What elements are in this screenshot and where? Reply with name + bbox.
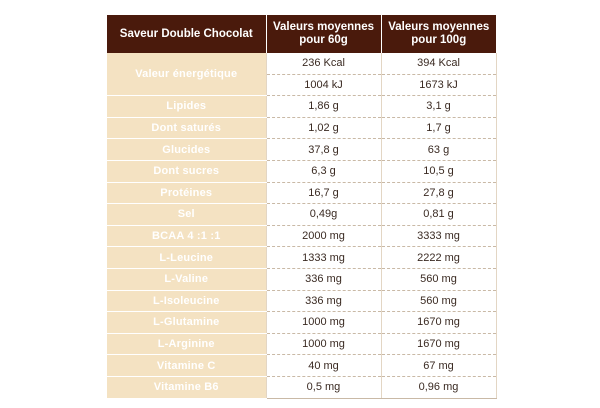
value-per-100g: 1670 mg xyxy=(381,333,496,355)
energy-kj-60g: 1004 kJ xyxy=(266,74,381,96)
table-row xyxy=(107,290,496,312)
value-per-60g: 0,49g xyxy=(266,204,381,226)
value-per-100g: 3,1 g xyxy=(381,96,496,118)
nutrient-label: Sel xyxy=(107,204,266,226)
nutrient-label: Dont sucres xyxy=(107,160,266,182)
nutrient-label: L-Glutamine xyxy=(107,312,266,334)
value-per-100g: 10,5 g xyxy=(381,160,496,182)
value-per-100g: 0,96 mg xyxy=(381,376,496,398)
table-row xyxy=(107,204,496,226)
value-per-100g: 67 mg xyxy=(381,355,496,377)
table-row xyxy=(107,268,496,290)
table-row xyxy=(107,139,496,161)
value-per-60g: 336 mg xyxy=(266,290,381,312)
table-header-row xyxy=(107,15,496,53)
nutrient-label: BCAA 4 :1 :1 xyxy=(107,225,266,247)
value-per-100g: 3333 mg xyxy=(381,225,496,247)
table-row xyxy=(107,333,496,355)
nutrient-label: L-Leucine xyxy=(107,247,266,269)
nutrition-table xyxy=(107,15,497,399)
value-per-60g: 40 mg xyxy=(266,355,381,377)
energy-kj-100g: 1673 kJ xyxy=(381,74,496,96)
table-row xyxy=(107,96,496,118)
value-per-100g: 27,8 g xyxy=(381,182,496,204)
value-per-60g: 1333 mg xyxy=(266,247,381,269)
value-per-60g: 1,02 g xyxy=(266,117,381,139)
table-row xyxy=(107,53,496,74)
table-row xyxy=(107,225,496,247)
energy-kcal-100g: 394 Kcal xyxy=(381,53,496,74)
value-per-60g: 6,3 g xyxy=(266,160,381,182)
value-per-60g: 37,8 g xyxy=(266,139,381,161)
value-per-60g: 336 mg xyxy=(266,268,381,290)
nutrient-label: Protéines xyxy=(107,182,266,204)
table-row xyxy=(107,247,496,269)
nutrient-label: Vitamine B6 xyxy=(107,376,266,398)
nutrient-label: Glucides xyxy=(107,139,266,161)
value-per-100g: 0,81 g xyxy=(381,204,496,226)
energy-label: Valeur énergétique xyxy=(107,53,266,96)
value-per-100g: 560 mg xyxy=(381,290,496,312)
value-per-100g: 1,7 g xyxy=(381,117,496,139)
table-body xyxy=(107,53,496,398)
value-per-60g: 0,5 mg xyxy=(266,376,381,398)
header-flavor: Saveur Double Chocolat xyxy=(107,15,266,53)
value-per-60g: 1000 mg xyxy=(266,333,381,355)
value-per-60g: 16,7 g xyxy=(266,182,381,204)
table-row xyxy=(107,182,496,204)
table-row xyxy=(107,160,496,182)
value-per-100g: 1670 mg xyxy=(381,312,496,334)
energy-kcal-60g: 236 Kcal xyxy=(266,53,381,74)
nutrient-label: L-Valine xyxy=(107,268,266,290)
value-per-100g: 560 mg xyxy=(381,268,496,290)
nutrient-label: Dont saturés xyxy=(107,117,266,139)
header-per-60g: Valeurs moyennes pour 60g xyxy=(266,15,381,53)
table-row xyxy=(107,117,496,139)
nutrient-label: L-Isoleucine xyxy=(107,290,266,312)
value-per-60g: 2000 mg xyxy=(266,225,381,247)
nutrient-label: Lipides xyxy=(107,96,266,118)
table-row xyxy=(107,355,496,377)
header-per-100g: Valeurs moyennes pour 100g xyxy=(381,15,496,53)
value-per-100g: 63 g xyxy=(381,139,496,161)
value-per-60g: 1,86 g xyxy=(266,96,381,118)
nutrient-label: L-Arginine xyxy=(107,333,266,355)
value-per-60g: 1000 mg xyxy=(266,312,381,334)
table-row xyxy=(107,312,496,334)
table-row xyxy=(107,376,496,398)
value-per-100g: 2222 mg xyxy=(381,247,496,269)
nutrient-label: Vitamine C xyxy=(107,355,266,377)
